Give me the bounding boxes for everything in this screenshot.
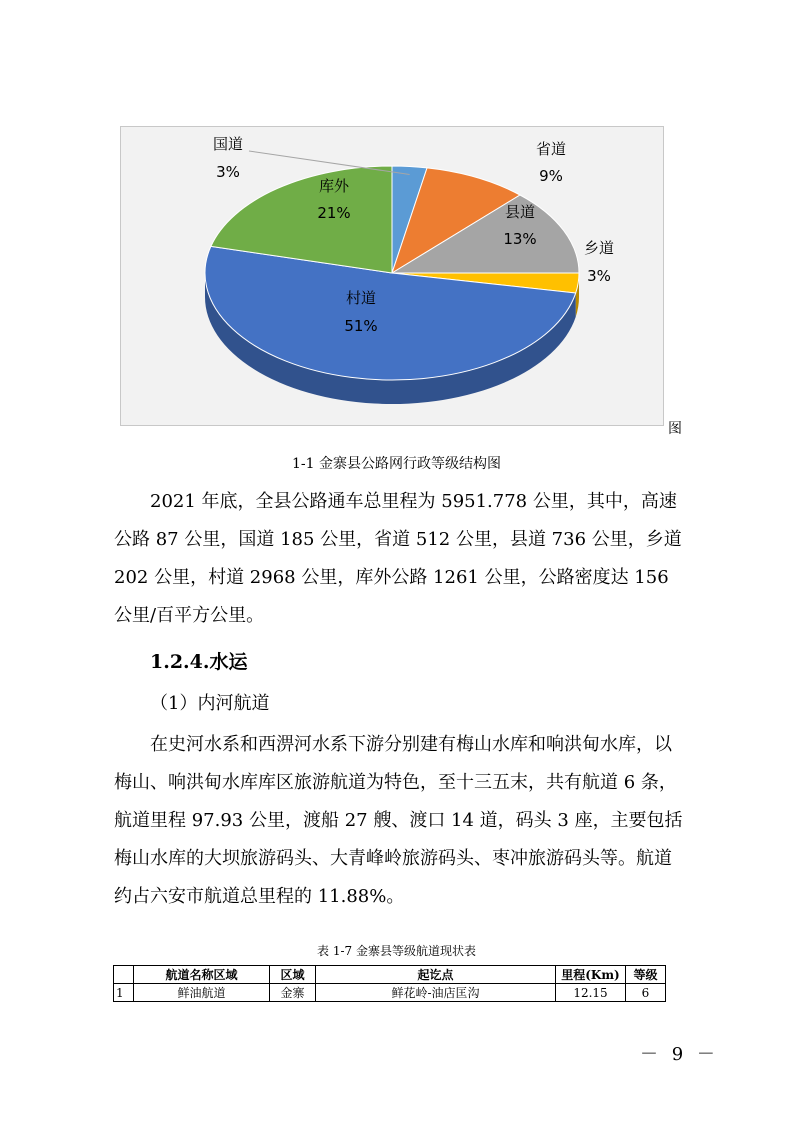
leader-line-guodao	[249, 151, 410, 174]
section-heading: 1.2.4.水运	[150, 651, 248, 673]
waterway-table	[113, 965, 666, 1002]
slice-label-percent: 9%	[539, 167, 563, 185]
cell-name: 鲜油航道	[134, 984, 270, 1002]
table-caption: 表 1-7 金寨县等级航道现状表	[317, 944, 476, 958]
pie-chart-frame	[120, 126, 664, 426]
slice-label-category: 库外	[318, 177, 350, 195]
header-grade: 等级	[626, 966, 666, 984]
table-row	[114, 984, 666, 1002]
slice-label-category: 乡道	[583, 239, 615, 257]
header-mileage: 里程(Km)	[556, 966, 626, 984]
header-index	[114, 966, 134, 984]
slice-label-percent: 3%	[587, 267, 611, 285]
header-name: 航道名称区域	[134, 966, 270, 984]
header-region: 区域	[270, 966, 316, 984]
slice-label-percent: 21%	[317, 204, 351, 222]
cell-grade: 6	[626, 984, 666, 1002]
cell-region: 金寨	[270, 984, 316, 1002]
cell-mileage: 12.15	[556, 984, 626, 1002]
slice-label-category: 县道	[504, 203, 536, 221]
header-endpoints: 起讫点	[316, 966, 556, 984]
slice-label-percent: 51%	[344, 317, 378, 335]
slice-label-percent: 3%	[216, 163, 240, 181]
table-header-row	[114, 966, 666, 984]
slice-label-category: 村道	[345, 289, 377, 307]
section-subheading: （1）内河航道	[150, 693, 270, 714]
paragraph-road-mileage	[114, 483, 684, 635]
figure-suffix: 图	[668, 421, 682, 437]
paragraph-waterway	[114, 726, 684, 916]
pie-chart	[121, 127, 663, 425]
paragraph-waterway-text: 在史河水系和西淠河水系下游分别建有梅山水库和响洪甸水库，以梅山、响洪甸水库库区旅游航道为特色，至十三五末，共有航道 6 条，航道里程 97.93 公里，渡船 27 艘、渡口 14 道，码头 3 座，主要包括梅山水库的大坝旅游码头、大青峰岭旅游码头、枣冲旅游码头等。航道约占六安市航道总里程的 11.88%。	[114, 734, 683, 907]
paragraph-road-mileage-text: 2021 年底，全县公路通车总里程为 5951.778 公里，其中，高速公路 87 公里，国道 185 公里，省道 512 公里，县道 736 公里，乡道 202 公里，村道 2968 公里，库外公路 1261 公里，公路密度达 156 公里/百平方公里。	[114, 491, 682, 626]
slice-label-category: 省道	[535, 140, 567, 158]
cell-index: 1	[114, 984, 134, 1002]
slice-label-category: 国道	[212, 135, 244, 153]
figure-caption: 1-1 金寨县公路网行政等级结构图	[292, 456, 501, 472]
cell-endpoints: 鲜花岭-油店匡沟	[316, 984, 556, 1002]
page-number: － 9 －	[640, 1044, 719, 1065]
slice-label-percent: 13%	[503, 230, 537, 248]
